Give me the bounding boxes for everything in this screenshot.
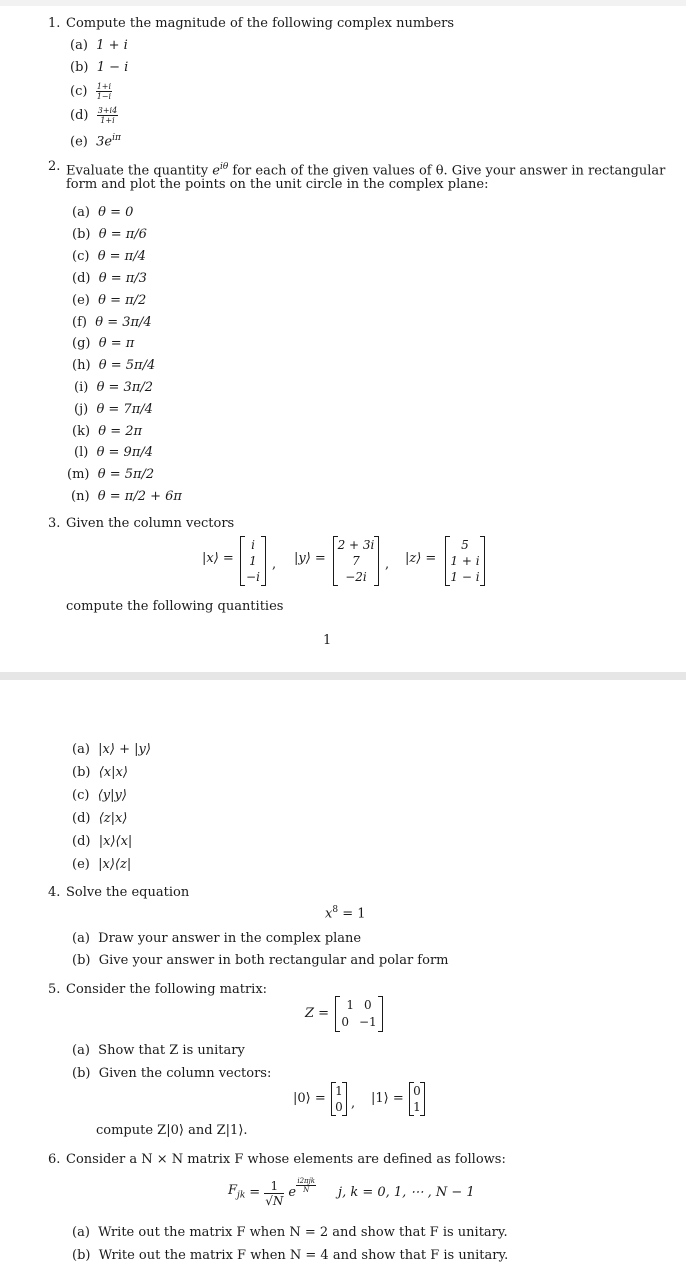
ket-z-label: |z⟩ = [405,551,437,566]
q2-item: (j) θ = 7π/4 [74,402,153,417]
q2-item: (h) θ = 5π/4 [72,358,156,373]
matrix-z-label: Z = [305,1006,330,1021]
vector-x: i 1 −i [240,536,266,586]
q6-item-a: (a) Write out the matrix F when N = 2 and show that F is unitary. [72,1225,508,1240]
q2-item: (i) θ = 3π/2 [74,380,154,395]
q3-item: (e) |x⟩⟨z| [72,857,132,872]
q2-item: (k) θ = 2π [72,424,143,439]
q4-number: 4. [48,885,61,900]
ket-0-label: |0⟩ = [293,1091,326,1106]
q3-text: Given the column vectors [66,516,235,531]
q5-number: 5. [48,982,61,997]
q4-equation: $x^8 = 1$ [325,905,366,922]
q5-compute-text: compute Z|0⟩ and Z|1⟩. [96,1123,248,1138]
q6-text: Consider a N × N matrix F whose elements are defined as follows: [66,1152,506,1167]
q1-text: Compute the magnitude of the following complex numbers [66,16,455,31]
q3-item: (a) |x⟩ + |y⟩ [72,742,151,757]
q1-item-b: (b) 1 − i [70,60,129,75]
q2-item: (b) θ = π/6 [72,227,147,242]
q6-item-b: (b) Write out the matrix F when N = 4 and show that F is unitary. [72,1248,509,1263]
comma: , [385,557,390,572]
q6-number: 6. [48,1152,61,1167]
vector-ket-0: 1 0 [331,1082,347,1116]
q2-item: (e) θ = π/2 [72,293,147,308]
ket-1-label: |1⟩ = [371,1091,404,1106]
page-separator [0,672,686,680]
q5-text: Consider the following matrix: [66,982,268,997]
q2-item: (g) θ = π [72,336,135,351]
q4-text: Solve the equation [66,885,190,900]
page-number: 1 [323,633,332,648]
comma: , [351,1096,356,1111]
q2-item: (a) θ = 0 [72,205,134,220]
q3-item: (d) |x⟩⟨x| [72,834,133,849]
q1-item-c: (c) $\frac{1+i}{1-i}$ [70,82,112,101]
q6-formula: $F_{jk}$ = $\frac{1}{√N}$ e i2πjk N j, k = 0, 1, ⋯ , N − 1 [228,1177,475,1208]
vector-y: 2 + 3i 7 −2i [333,536,379,586]
vector-z: 5 1 + i 1 − i [445,536,485,586]
ket-y-label: |y⟩ = [294,551,326,566]
q1-item-e: (e) $3e^{i\pi}$ [70,133,121,150]
q4-item-a: (a) Draw your answer in the complex plane [72,931,362,946]
q2-item: (n) θ = π/2 + 6π [71,489,182,504]
q2-item: (c) θ = π/4 [72,249,146,264]
q1-item-d: (d) $\frac{3+i4}{1+i}$ [70,106,118,125]
ket-x-label: |x⟩ = [202,551,234,566]
q3-number: 3. [48,516,61,531]
q3-item: (b) ⟨x|x⟩ [72,765,128,780]
q2-number: 2. [48,159,61,174]
q2-line-1: Evaluate the quantity $e^{i\theta}$ for each of the given values of θ. Give your answer in rectangular [66,162,666,179]
vector-ket-1: 0 1 [409,1082,425,1116]
q5-item-b: (b) Given the column vectors: [72,1066,272,1081]
q5-item-a: (a) Show that Z is unitary [72,1043,245,1058]
q2-line-2: form and plot the points on the unit circle in the complex plane: [66,177,489,192]
q2-item: (l) θ = 9π/4 [74,445,154,460]
q3-item: (c) ⟨y|y⟩ [72,788,127,803]
page-2 [0,680,686,1288]
q1-number: 1. [48,16,61,31]
q2-item: (f) θ = 3π/4 [72,315,152,330]
matrix-z: 1 0 0 −1 [335,996,383,1032]
q2-item: (m) θ = 5π/2 [67,467,155,482]
comma: , [272,557,277,572]
q1-item-a: (a) 1 + i [70,38,128,53]
q4-item-b: (b) Give your answer in both rectangular and polar form [72,953,449,968]
q3-after-text: compute the following quantities [66,599,284,614]
q3-item: (d) ⟨z|x⟩ [72,811,128,826]
q2-item: (d) θ = π/3 [72,271,147,286]
